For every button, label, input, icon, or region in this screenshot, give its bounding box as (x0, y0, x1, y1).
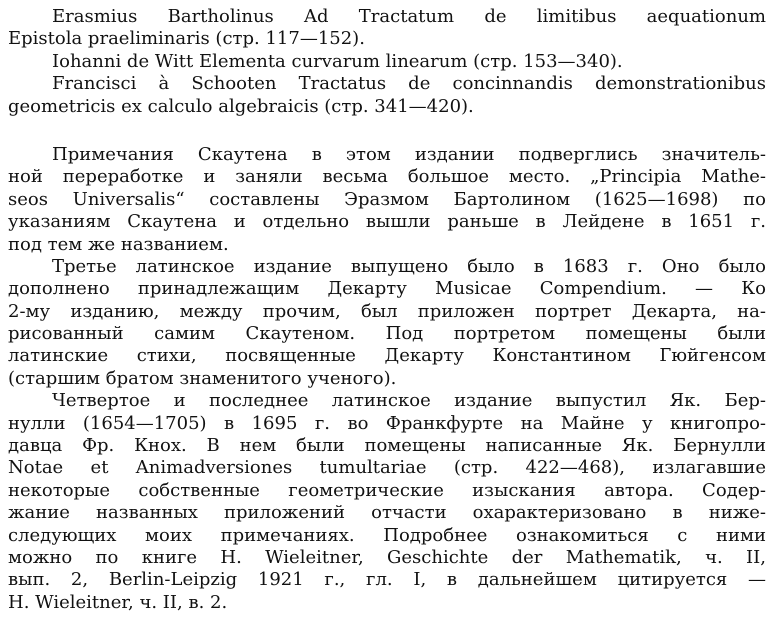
section-gap (8, 118, 766, 144)
text-line: Epistola praeliminaris (стр. 117—152). (8, 28, 365, 50)
text-line: Erasmius Bartholinus Ad Tractatum de limitibus aequationum (52, 6, 766, 27)
text-line: seos Universalis“ составлены Эразмом Бартолином (1625—1698) по (8, 188, 766, 210)
paragraph-third-edition (8, 256, 766, 390)
text-line: давца Фр. Кнох. В нем были помещены написанные Як. Бернулли (8, 435, 766, 457)
text-line: Третье латинское издание выпущено было в 1683 г. Оно было (52, 255, 766, 277)
text-line: geometricis ex calculo algebraicis (стр. 341—420). (8, 95, 474, 117)
text-line: 2-му изданию, между прочим, был приложен портрет Декарта, на- (8, 300, 766, 322)
text-line: дополнено принадлежащим Декарту Musicae Compendium. — Ко (8, 278, 766, 300)
text-line: вып. 2, Berlin-Leipzig 1921 г., гл. I, в дальнейшем цитируется — (8, 569, 766, 591)
contents-entry-bartholinus (8, 6, 766, 51)
text-line: Примечания Скаутена в этом издании подверглись значитель- (52, 143, 766, 165)
paragraph-schooten-notes (8, 144, 766, 256)
text-line: можно по книге H. Wieleitner, Geschichte der Mathematik, ч. II, (8, 546, 766, 568)
text-line: H. Wieleitner, ч. II, в. 2. (8, 591, 228, 613)
contents-entry-de-witt (8, 51, 766, 73)
text-line: под тем же названием. (8, 233, 229, 255)
text-line: (старшим братом знаменитого ученого). (8, 367, 397, 389)
contents-entry-schooten (8, 73, 766, 118)
text-line: следующих моих примечаниях. Подробнее ознакомиться с ними (8, 524, 766, 546)
text-line: Francisci à Schooten Tractatus de concinnandis demonstrationibus (52, 73, 766, 95)
paragraph-fourth-edition (8, 390, 766, 614)
text-line: рисованный самим Скаутеном. Под портретом помещены были (8, 323, 766, 345)
text-line: Iohanni de Witt Elementa curvarum linearum (стр. 153—340). (52, 50, 623, 72)
text-line: некоторые собственные геометрические изыскания автора. Содер- (8, 479, 766, 501)
text-line: Четвертое и последнее латинское издание выпустил Як. Бер- (52, 390, 766, 412)
text-line: ной переработке и заняли весьма большое место. „Principia Mathe- (8, 166, 766, 188)
text-line: латинские стихи, посвященные Декарту Константином Гюйгенсом (8, 345, 766, 367)
text-line: нулли (1654—1705) в 1695 г. во Франкфурте на Майне у книгопро- (8, 412, 766, 434)
text-line: указаниям Скаутена и отдельно вышли раньше в Лейдене в 1651 г. (8, 211, 766, 233)
text-line: жание названных приложений отчасти охарактеризовано в ниже- (8, 502, 766, 524)
text-line: Notae et Animadversiones tumultariae (стр. 422—468), излагавшие (8, 457, 766, 479)
